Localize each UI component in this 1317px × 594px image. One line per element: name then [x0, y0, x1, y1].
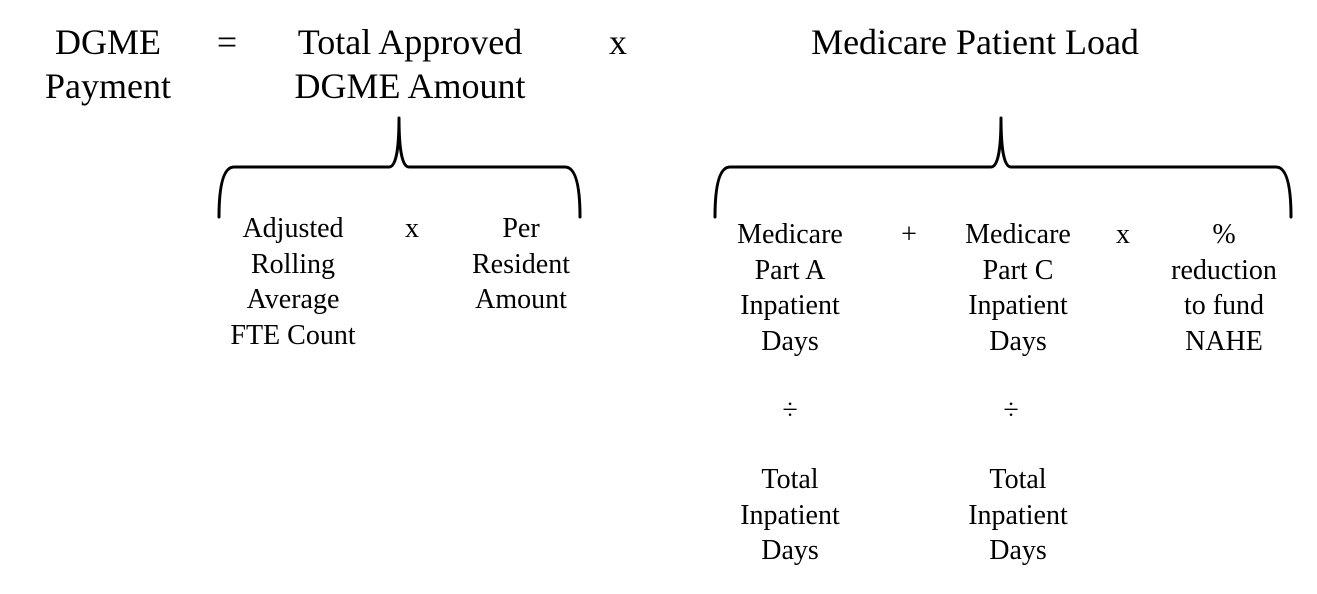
plus-sign: +: [901, 219, 917, 250]
medicare-part-a-days-label: Medicare Part A Inpatient Days: [737, 219, 843, 357]
dgme-payment-label: DGME Payment: [45, 22, 171, 106]
divide-sign-part-c: ÷: [1003, 395, 1019, 426]
total-inpatient-days-c-label: Total Inpatient Days: [968, 464, 1068, 566]
medicare-patient-load-label: Medicare Patient Load: [811, 22, 1139, 62]
multiply-sign-right: x: [1116, 219, 1130, 250]
adjusted-fte-count-label: Adjusted Rolling Average FTE Count: [230, 213, 356, 351]
multiply-sign-left: x: [405, 213, 419, 244]
equals-sign: =: [216, 22, 238, 62]
multiply-sign-top: x: [609, 22, 627, 62]
medicare-part-c-days-label: Medicare Part C Inpatient Days: [965, 219, 1071, 357]
divide-sign-part-a: ÷: [782, 395, 798, 426]
total-inpatient-days-a-label: Total Inpatient Days: [740, 464, 840, 566]
right-brace: [715, 118, 1291, 217]
nahe-reduction-label: % reduction to fund NAHE: [1171, 219, 1277, 357]
left-brace: [219, 118, 580, 217]
total-approved-dgme-label: Total Approved DGME Amount: [294, 22, 526, 106]
per-resident-amount-label: Per Resident Amount: [472, 213, 570, 315]
